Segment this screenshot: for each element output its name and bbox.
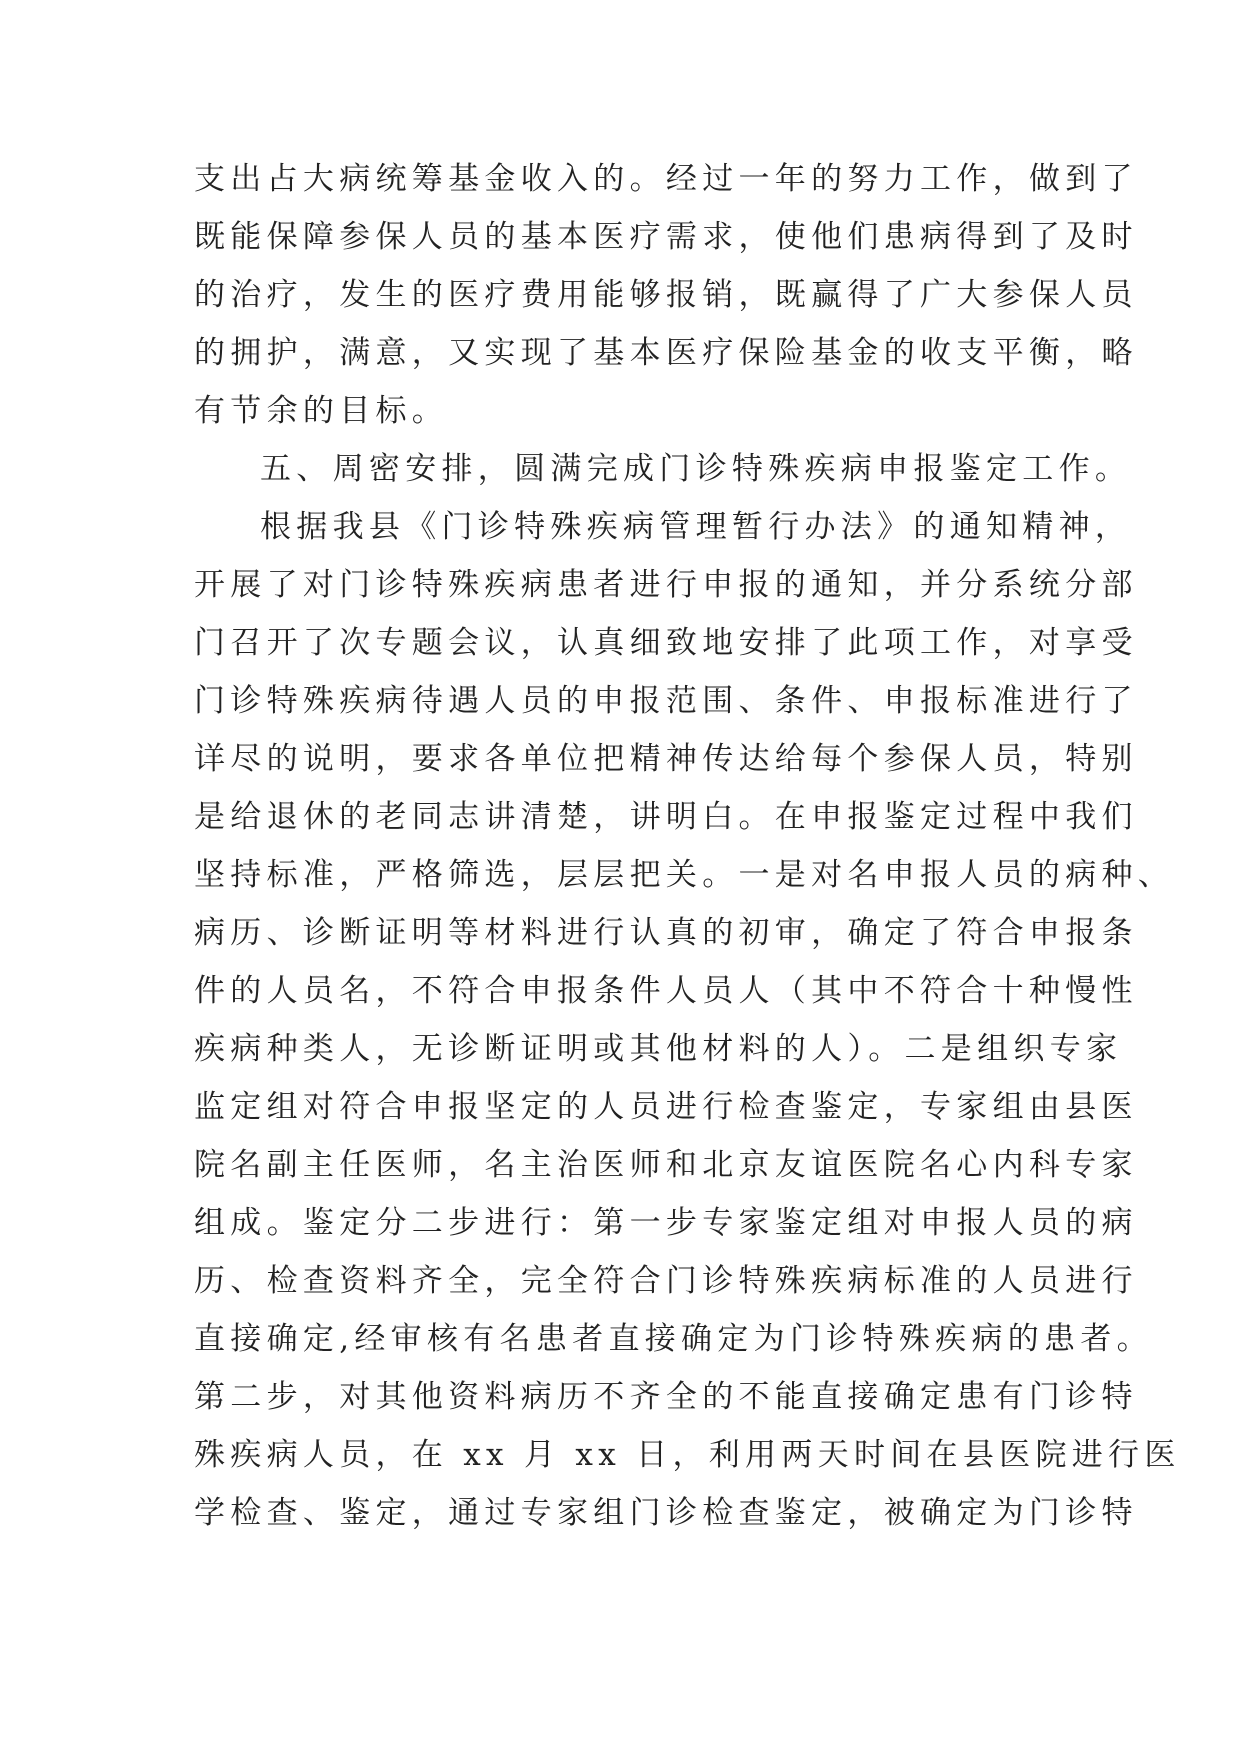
paragraph-line: 监定组对符合申报坚定的人员进行检查鉴定，专家组由县医 bbox=[194, 1089, 1138, 1125]
paragraph-line: 是给退休的老同志讲清楚，讲明白。在申报鉴定过程中我们 bbox=[194, 799, 1138, 835]
paragraph-line: 的治疗，发生的医疗费用能够报销，既赢得了广大参保人员 bbox=[194, 277, 1138, 313]
paragraph-line: 根据我县《门诊特殊疾病管理暂行办法》的通知精神， bbox=[260, 509, 1132, 545]
paragraph-line: 病历、诊断证明等材料进行认真的初审，确定了符合申报条 bbox=[194, 915, 1138, 951]
paragraph-line: 殊疾病人员，在 xx 月 xx 日，利用两天时间在县医院进行医 bbox=[194, 1437, 1181, 1473]
paragraph-line: 开展了对门诊特殊疾病患者进行申报的通知，并分系统分部 bbox=[194, 567, 1138, 603]
paragraph-line: 组成。鉴定分二步进行：第一步专家鉴定组对申报人员的病 bbox=[194, 1205, 1138, 1241]
paragraph-line: 门召开了次专题会议，认真细致地安排了此项工作，对享受 bbox=[194, 625, 1138, 661]
paragraph-line: 有节余的目标。 bbox=[194, 393, 449, 429]
paragraph-line: 支出占大病统筹基金收入的。经过一年的努力工作，做到了 bbox=[194, 161, 1138, 197]
paragraph-line: 的拥护，满意，又实现了基本医疗保险基金的收支平衡，略 bbox=[194, 335, 1138, 371]
section-heading: 五、周密安排，圆满完成门诊特殊疾病申报鉴定工作。 bbox=[260, 451, 1132, 487]
paragraph-line: 学检查、鉴定，通过专家组门诊检查鉴定，被确定为门诊特 bbox=[194, 1495, 1138, 1531]
paragraph-line: 门诊特殊疾病待遇人员的申报范围、条件、申报标准进行了 bbox=[194, 683, 1138, 719]
paragraph-line: 直接确定,经审核有名患者直接确定为门诊特殊疾病的患者。 bbox=[194, 1321, 1153, 1357]
document-body bbox=[194, 150, 1181, 1542]
paragraph-line: 详尽的说明，要求各单位把精神传达给每个参保人员，特别 bbox=[194, 741, 1138, 777]
paragraph-line: 历、检查资料齐全，完全符合门诊特殊疾病标准的人员进行 bbox=[194, 1263, 1138, 1299]
paragraph-line: 疾病种类人，无诊断证明或其他材料的人）。二是组织专家 bbox=[194, 1031, 1123, 1067]
paragraph-line: 既能保障参保人员的基本医疗需求，使他们患病得到了及时 bbox=[194, 219, 1138, 255]
paragraph-line: 坚持标准，严格筛选，层层把关。一是对名申报人员的病种、 bbox=[194, 857, 1175, 893]
paragraph-line: 第二步，对其他资料病历不齐全的不能直接确定患有门诊特 bbox=[194, 1379, 1138, 1415]
paragraph-line: 件的人员名，不符合申报条件人员人（其中不符合十种慢性 bbox=[194, 973, 1138, 1009]
paragraph-line: 院名副主任医师，名主治医师和北京友谊医院名心内科专家 bbox=[194, 1147, 1138, 1183]
